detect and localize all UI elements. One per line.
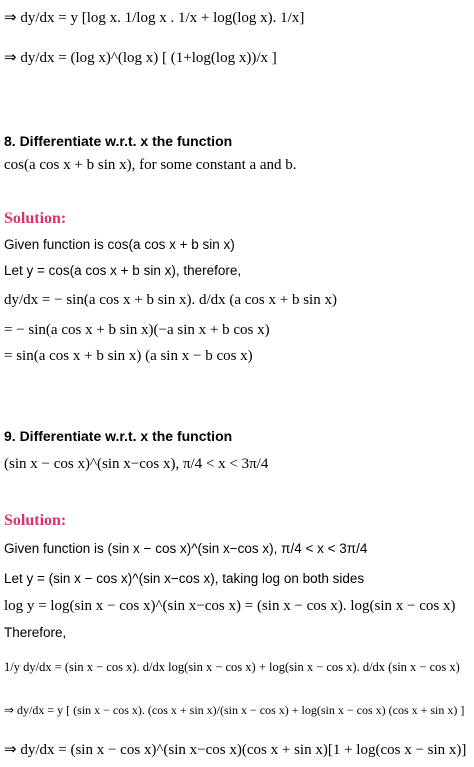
question-expression: (sin x − cos x)^(sin x−cos x), π/4 < x < 3π/4 (4, 456, 269, 472)
equation-line: 1/y dy/dx = (sin x − cos x). d/dx log(sin x − cos x) + log(sin x − cos x). d/dx (sin x − cos x) (4, 660, 460, 674)
equation-line: = − sin(a cos x + b sin x)(−a sin x + b cos x) (4, 322, 270, 338)
equation-line: ⇒ dy/dx = y [log x. 1/log x . 1/x + log(log x). 1/x] (4, 10, 305, 26)
solution-line: Therefore, (4, 625, 67, 640)
solution-line: Let y = (sin x − cos x)^(sin x−cos x), taking log on both sides (4, 571, 365, 586)
equation-line: = sin(a cos x + b sin x) (a sin x − b cos x) (4, 348, 253, 364)
question-expression: cos(a cos x + b sin x), for some constant a and b. (4, 157, 297, 173)
solution-line: Given function is (sin x − cos x)^(sin x−cos x), π/4 < x < 3π/4 (4, 541, 368, 556)
solution-heading: Solution: (4, 210, 67, 227)
equation-line: ⇒ dy/dx = (sin x − cos x)^(sin x−cos x)(cos x + sin x)[1 + log(cos x − sin x)] (4, 742, 467, 758)
equation-line: log y = log(sin x − cos x)^(sin x−cos x) = (sin x − cos x). log(sin x − cos x) (4, 598, 456, 614)
question-heading: 8. Differentiate w.r.t. x the function (4, 133, 233, 149)
equation-line: ⇒ dy/dx = (log x)^(log x) [ (1+log(log x))/x ] (4, 50, 277, 66)
question-heading: 9. Differentiate w.r.t. x the function (4, 428, 233, 444)
solution-heading: Solution: (4, 512, 67, 529)
equation-line: dy/dx = − sin(a cos x + b sin x). d/dx (a cos x + b sin x) (4, 292, 337, 308)
solution-line: Given function is cos(a cos x + b sin x) (4, 237, 235, 252)
solution-line: Let y = cos(a cos x + b sin x), therefore, (4, 263, 242, 278)
equation-line: ⇒ dy/dx = y [ (sin x − cos x). (cos x + sin x)/(sin x − cos x) + log(sin x − cos x) (cos x + sin x) ] (4, 703, 465, 717)
